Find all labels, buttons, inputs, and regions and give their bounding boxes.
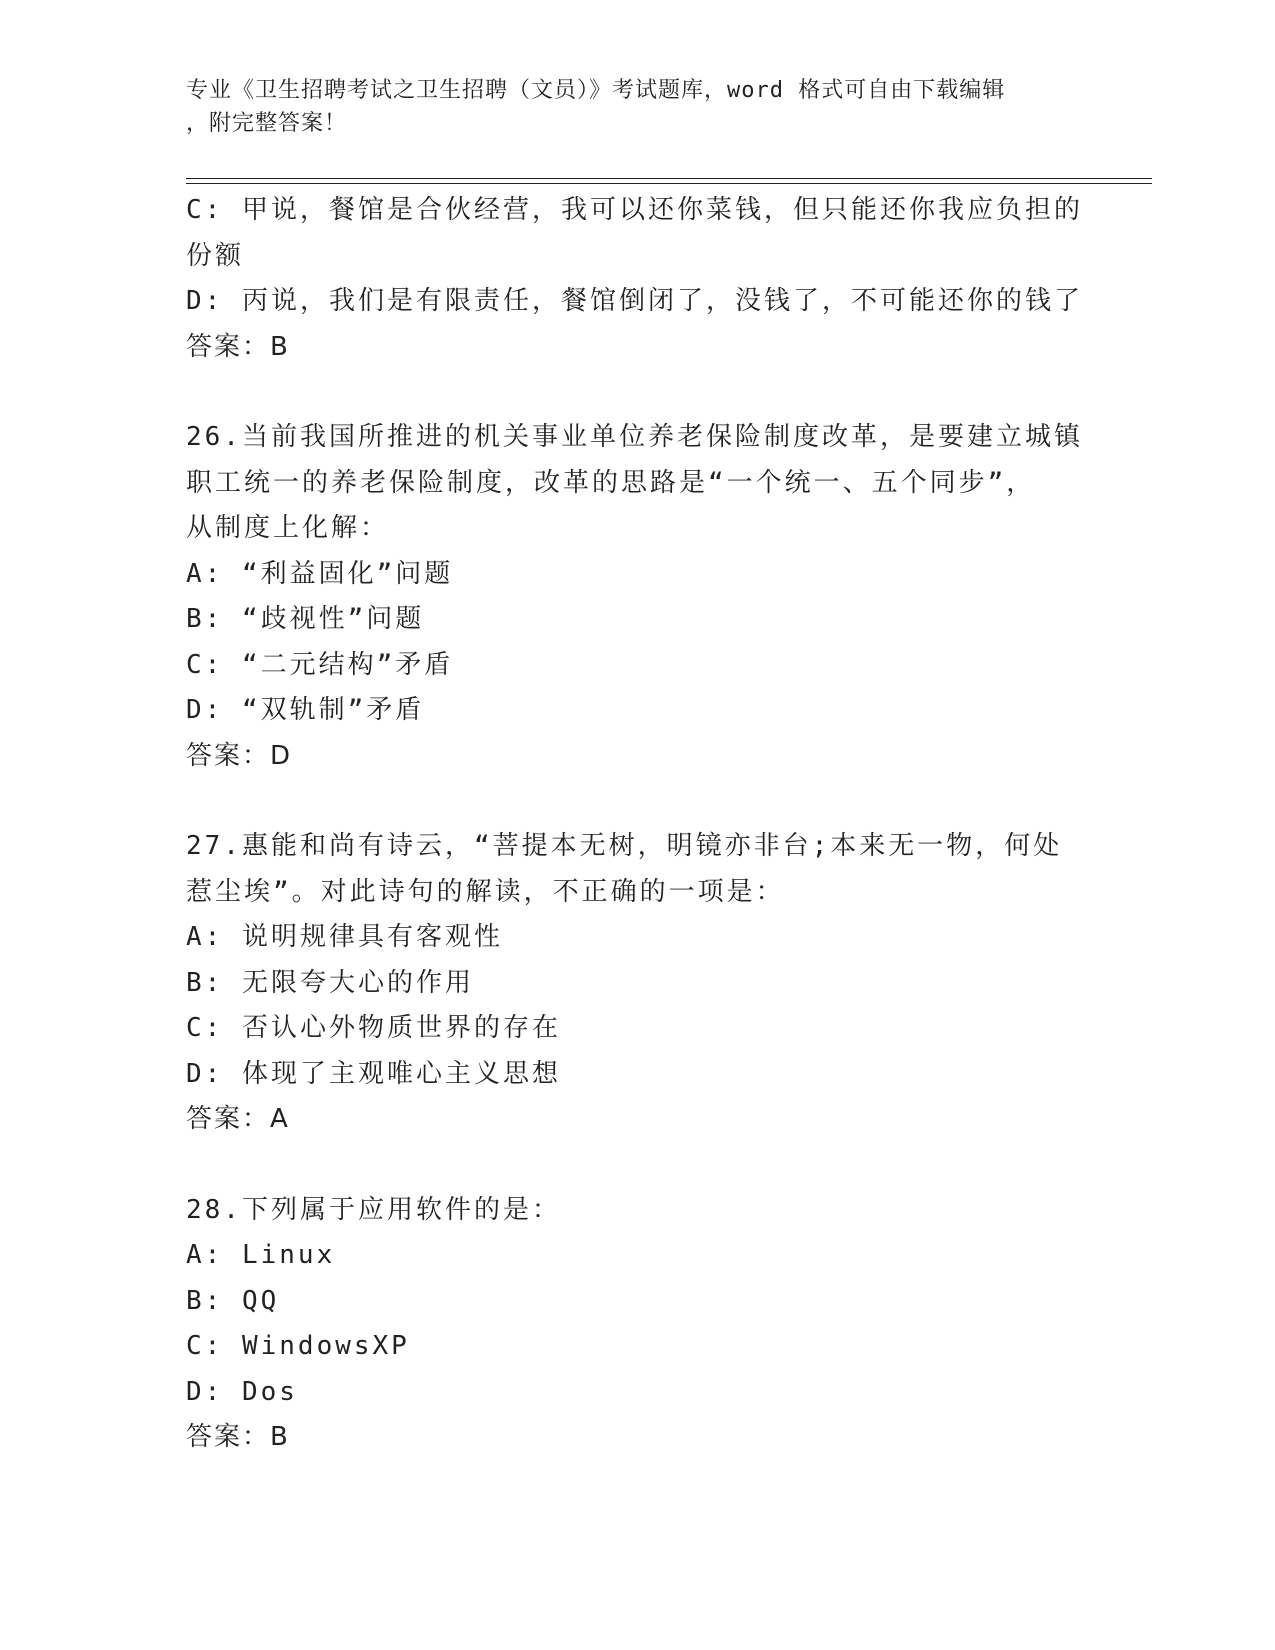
option-c-continued: 份额 [186, 240, 245, 271]
option-d: D: 丙说，我们是有限责任，餐馆倒闭了，没钱了，不可能还你的钱了 [186, 286, 1083, 316]
answer: 答案：D [186, 740, 293, 771]
header-line-1: 专业《卫生招聘考试之卫生招聘（文员）》考试题库，word 格式可自由下载编辑 [186, 78, 1006, 103]
option-b: B: “歧视性”问题 [186, 604, 425, 634]
question-content [186, 188, 1086, 1461]
option-d: D: 体现了主观唯心主义思想 [186, 1058, 561, 1089]
answer: 答案：B [186, 331, 290, 362]
question-stem: 27.惠能和尚有诗云，“菩提本无树，明镜亦非台;本来无一物，何处 [186, 831, 1063, 861]
option-c: C: “二元结构”矛盾 [186, 649, 454, 680]
question-stem: 职工统一的养老保险制度，改革的思路是“一个统一、五个同步”， [186, 467, 1036, 498]
option-a: A: 说明规律具有客观性 [186, 922, 503, 952]
answer: 答案：A [186, 1104, 290, 1134]
question-26 [186, 415, 1086, 779]
option-d: D: Dos [186, 1376, 298, 1407]
option-a: A: “利益固化”问题 [186, 558, 454, 589]
question-27 [186, 824, 1086, 1143]
question-stem: 26.当前我国所推进的机关事业单位养老保险制度改革，是要建立城镇 [186, 422, 1083, 452]
option-b: B: QQ [186, 1285, 280, 1316]
option-c: C: 甲说，餐馆是合伙经营，我可以还你菜钱，但只能还你我应负担的 [186, 195, 1083, 225]
option-c: C: 否认心外物质世界的存在 [186, 1013, 561, 1043]
header-divider [186, 178, 1152, 184]
option-a: A: Linux [186, 1240, 336, 1270]
answer: 答案：B [186, 1422, 290, 1452]
document-header [186, 74, 1086, 140]
question-stem: 惹尘埃”。对此诗句的解读，不正确的一项是： [186, 876, 785, 907]
option-d: D: “双轨制”矛盾 [186, 695, 425, 725]
option-c: C: WindowsXP [186, 1331, 410, 1361]
question-stem: 28.下列属于应用软件的是： [186, 1194, 561, 1225]
header-line-2: ，附完整答案！ [186, 111, 348, 136]
question-28 [186, 1188, 1086, 1461]
previous-question-tail [186, 188, 1086, 370]
option-b: B: 无限夸大心的作用 [186, 967, 474, 998]
question-stem: 从制度上化解： [186, 513, 390, 543]
